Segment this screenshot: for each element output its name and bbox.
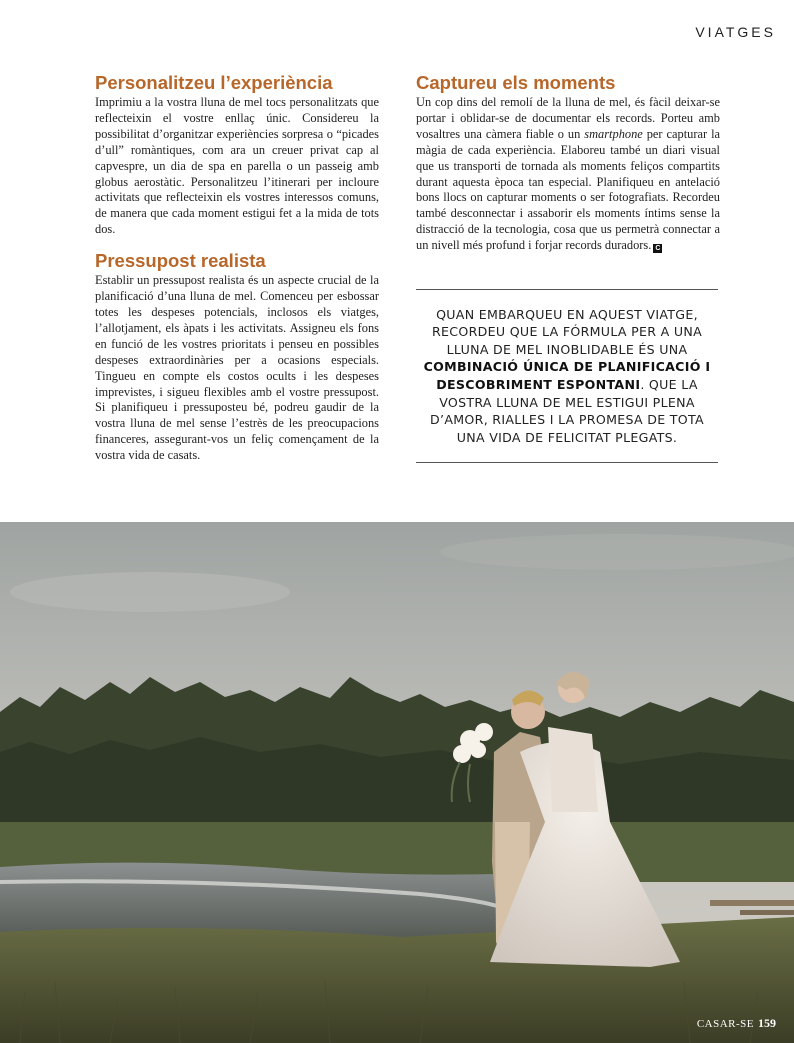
pullquote-text-1: QUAN EMBARQUEU EN AQUEST VIATGE, RECORDEU QUE LA FÓRMULA PER A UNA LLUNA DE MEL INOBLIDABLE ÉS UNA bbox=[431, 306, 703, 357]
pullquote-bold: COMBINACIÓ ÚNICA DE PLANIFICACIÓ I DESCOBRIMENT ESPONTANI bbox=[423, 359, 711, 392]
pullquote-text bbox=[417, 306, 717, 447]
paragraph-capture bbox=[416, 95, 720, 254]
heading-capture: Captureu els moments bbox=[416, 72, 616, 93]
pullquote-text-2: . QUE LA VOSTRA LLUNA DE MEL ESTIGUI PLENA D’AMOR, RIALLES I LA PROMESA DE TOTA UNA VIDA DE FELICITAT PLEGATS. bbox=[430, 377, 704, 445]
paragraph-capture-italic: smartphone bbox=[584, 126, 643, 141]
paragraph-budget: Establir un pressupost realista és un aspecte crucial de la planificació d’una lluna de mel. Comenceu per esbossar totes les despeses potencials, inclosos els viatges, l’allotjament, els àpats i les activitats. Assigneu els fons en funció de les vostres prioritats i penseu en possibles despeses extraordinàries per a ocasions especials. Tingueu en compte els costos ocults i les despeses imprevistes, i sigueu flexibles amb el vostre pressupost. Si planifiqueu i pressuposteu bé, podreu gaudir de la vostra lluna de mel sense l’estrès de les preocupacions financeres, assegurant-vos un feliç començament de la vostra vida de casats. bbox=[95, 273, 379, 463]
end-mark-icon: C bbox=[655, 245, 661, 253]
paragraph-personalize: Imprimiu a la vostra lluna de mel tocs personalitzats que reflecteixin el vostre enllaç únic. Considereu la possibilitat d’organitzar experiències sorpresa o “picades d’ull” romàntiques, com ara un creuer privat cap al capvespre, un dia de spa en parella o un passeig amb globus aerostàtic. Personalitzeu l’itinerari per incloure activitats que reflecteixin els vostres interessos comuns, de manera que cada moment estigui fet a la mida de tots dos. bbox=[95, 95, 379, 237]
magazine-brand: CASAR-SE bbox=[696, 1018, 754, 1030]
paragraph-capture-text-2: per capturar la màgia de cada experiència. Elaboreu també un diari visual que us transporti de tornada als moments feliços compartits durant aquesta època tan especial. Planifiqueu en antelació bons llocs on capturar moments o ser fotografiats. Recordeu també desconnectar i assaborir els moments íntims sense la distracció de la tecnologia, cosa que us permetrà connectar a un nivell més profund i forjar records duradors. bbox=[416, 126, 721, 253]
page-footer bbox=[697, 1016, 776, 1031]
pullquote bbox=[416, 289, 718, 463]
section-label: VIATGES bbox=[695, 24, 776, 40]
heading-budget: Pressupost realista bbox=[95, 250, 266, 272]
heading-personalize: Personalitzeu l’experiència bbox=[95, 72, 333, 93]
wedding-couple-photo bbox=[0, 522, 794, 1043]
page-number: 159 bbox=[758, 1016, 776, 1030]
paragraph-capture-text-1: Un cop dins del remolí de la lluna de mel, és fàcil deixar-se portar i oblidar-se de documentar els records. Porteu amb vosaltres una càmera fiable o un bbox=[416, 95, 720, 141]
left-column bbox=[95, 72, 379, 464]
right-column bbox=[416, 72, 720, 254]
